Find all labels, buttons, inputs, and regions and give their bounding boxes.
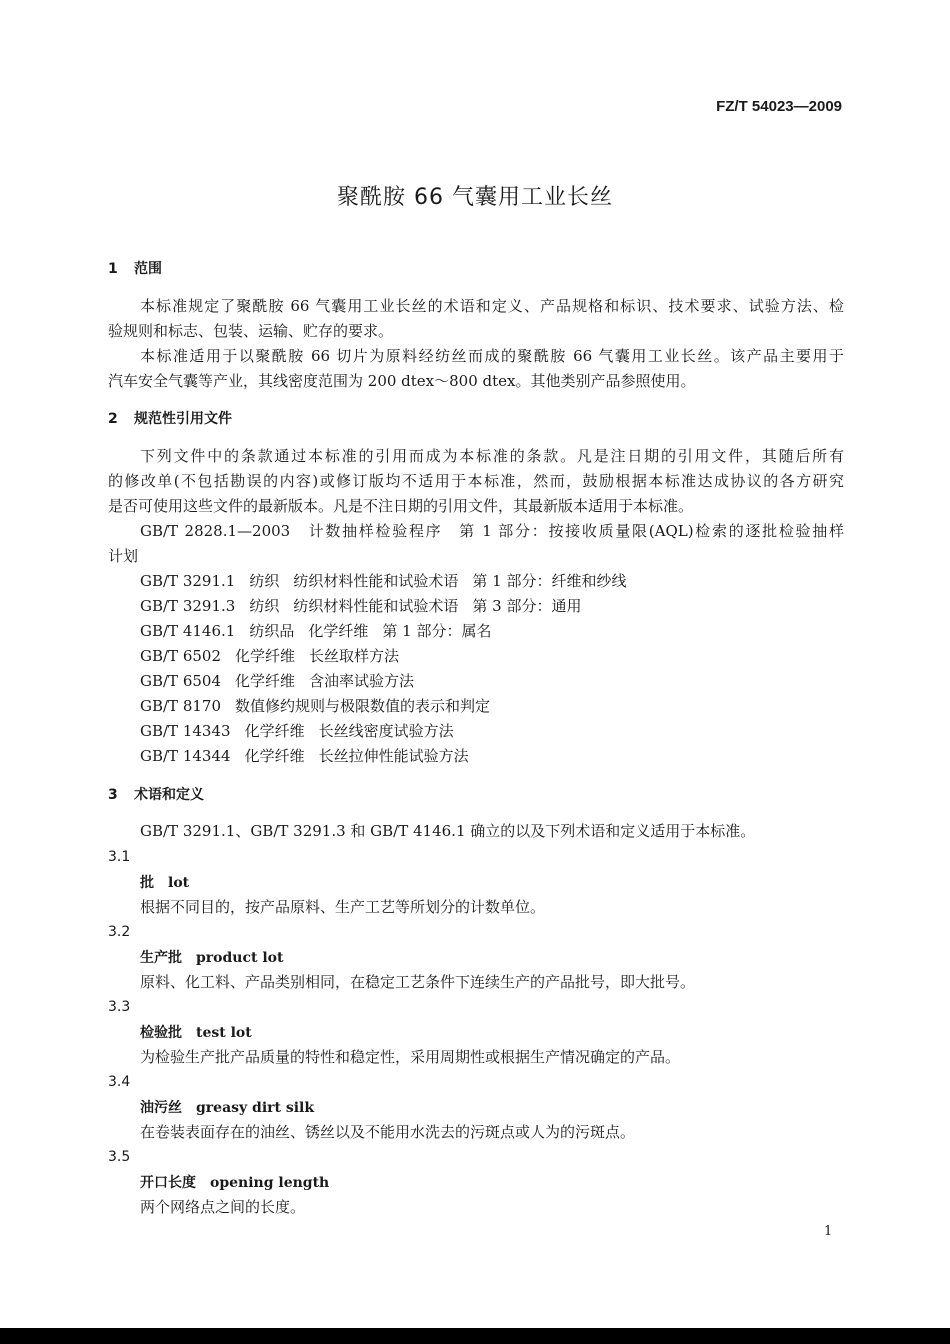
paragraph-line: 汽车安全气囊等产业，其线密度范围为 200 dtex～800 dtex。其他类别产品参照使用。: [108, 372, 696, 390]
reference-item: [140, 571, 844, 591]
paragraph-line: 下列文件中的条款通过本标准的引用而成为本标准的条款。凡是注日期的引用文件，其随后所有: [140, 447, 844, 465]
section-title: 术语和定义: [134, 787, 204, 803]
reference-title: 纺织材料性能和试验术语: [293, 597, 459, 615]
reference-code: GB/T 14344: [140, 747, 231, 765]
section-2-heading: [108, 409, 844, 429]
paragraph-line: 本标准适用于以聚酰胺 66 切片为原料经纺丝而成的聚酰胺 66 气囊用工业长丝。该产品主要用于: [140, 347, 844, 365]
reference-title: 第 3 部分：通用: [472, 597, 582, 615]
section-number: 2: [108, 411, 118, 427]
reference-title: 长丝线密度试验方法: [318, 722, 454, 740]
reference-code: GB/T 3291.3: [140, 597, 236, 615]
reference-code: GB/T 6504: [140, 672, 222, 690]
reference-title: 数值修约规则与极限数值的表示和判定: [235, 697, 491, 715]
term-cn: 批: [140, 875, 154, 891]
reference-code: GB/T 6502: [140, 647, 222, 665]
paragraph-line: 验规则和标志、包装、运输、贮存的要求。: [108, 322, 394, 340]
reference-code: GB/T 4146.1: [140, 622, 236, 640]
reference-title: 纺织材料性能和试验术语: [293, 572, 459, 590]
term-en: product lot: [196, 950, 284, 966]
paragraph-line: 本标准规定了聚酰胺 66 气囊用工业长丝的术语和定义、产品规格和标识、技术要求、试验方法、检: [140, 297, 844, 315]
standard-code: FZ/T 54023—2009: [716, 98, 842, 115]
reference-title: 化学纤维: [235, 647, 296, 665]
reference-title: 长丝拉伸性能试验方法: [318, 747, 469, 765]
reference-title: 化学纤维: [235, 672, 296, 690]
term-number: 3.1: [108, 849, 131, 865]
term-number: 3.2: [108, 924, 131, 940]
reference-title: 纺织: [249, 572, 280, 590]
term-definition: 在卷装表面存在的油丝、锈丝以及不能用水洗去的污斑点或人为的污斑点。: [140, 1123, 636, 1141]
reference-line: 计划: [108, 547, 139, 565]
section-3-heading: [108, 785, 844, 805]
term-cn: 开口长度: [140, 1175, 196, 1191]
reference-title: 纺织: [249, 597, 280, 615]
reference-title: 含油率试验方法: [309, 672, 415, 690]
reference-title: 纺织品: [249, 622, 295, 640]
section-title: 规范性引用文件: [134, 411, 232, 427]
bottom-border: [0, 1328, 950, 1344]
section-number: 1: [108, 261, 118, 277]
reference-line: GB/T 2828.1—2003 计数抽样检验程序 第 1 部分：按接收质量限(AQL)检索的逐批检验抽样: [140, 522, 844, 540]
term-heading: [140, 872, 844, 893]
term-definition: 根据不同目的，按产品原料、生产工艺等所划分的计数单位。: [140, 898, 546, 916]
reference-code: GB/T 3291.1: [140, 572, 236, 590]
paragraph-line: GB/T 3291.1、GB/T 3291.3 和 GB/T 4146.1 确立的以及下列术语和定义适用于本标准。: [140, 822, 756, 840]
term-en: lot: [168, 875, 190, 891]
term-heading: [140, 1097, 844, 1118]
paragraph-line: 是否可使用这些文件的最新版本。凡是不注日期的引用文件，其最新版本适用于本标准。: [108, 497, 694, 515]
section-1-heading: [108, 259, 844, 279]
term-en: test lot: [196, 1025, 252, 1041]
reference-item: [140, 596, 844, 616]
paragraph-line: 的修改单(不包括勘误的内容)或修订版均不适用于本标准，然而，鼓励根据本标准达成协议的各方研究: [108, 472, 844, 490]
term-cn: 油污丝: [140, 1100, 182, 1116]
reference-code: GB/T 14343: [140, 722, 231, 740]
reference-item: [140, 646, 844, 666]
reference-title: 化学纤维: [308, 622, 369, 640]
reference-title: 化学纤维: [244, 747, 305, 765]
reference-title: 化学纤维: [244, 722, 305, 740]
reference-item: [140, 746, 844, 766]
term-definition: 为检验生产批产品质量的特性和稳定性，采用周期性或根据生产情况确定的产品。: [140, 1048, 681, 1066]
reference-item: [140, 621, 844, 641]
reference-title: 第 1 部分：属名: [382, 622, 492, 640]
term-cn: 检验批: [140, 1025, 182, 1041]
document-title: 聚酰胺 66 气囊用工业长丝: [337, 185, 613, 210]
term-number: 3.5: [108, 1149, 131, 1165]
term-heading: [140, 1022, 844, 1043]
term-en: greasy dirt silk: [196, 1100, 315, 1116]
reference-item: [140, 696, 844, 716]
term-definition: 两个网络点之间的长度。: [140, 1198, 306, 1216]
section-title: 范围: [134, 261, 162, 277]
section-number: 3: [108, 787, 118, 803]
term-number: 3.3: [108, 999, 131, 1015]
term-number: 3.4: [108, 1074, 131, 1090]
reference-code: GB/T 8170: [140, 697, 222, 715]
term-definition: 原料、化工料、产品类别相同，在稳定工艺条件下连续生产的产品批号，即大批号。: [140, 973, 696, 991]
reference-item: [140, 671, 844, 691]
page-number: 1: [824, 1224, 833, 1239]
reference-title: 长丝取样方法: [309, 647, 400, 665]
term-en: opening length: [210, 1175, 330, 1191]
term-heading: [140, 947, 844, 968]
reference-title: 第 1 部分：纤维和纱线: [472, 572, 627, 590]
term-heading: [140, 1172, 844, 1193]
reference-item: [140, 721, 844, 741]
term-cn: 生产批: [140, 950, 182, 966]
